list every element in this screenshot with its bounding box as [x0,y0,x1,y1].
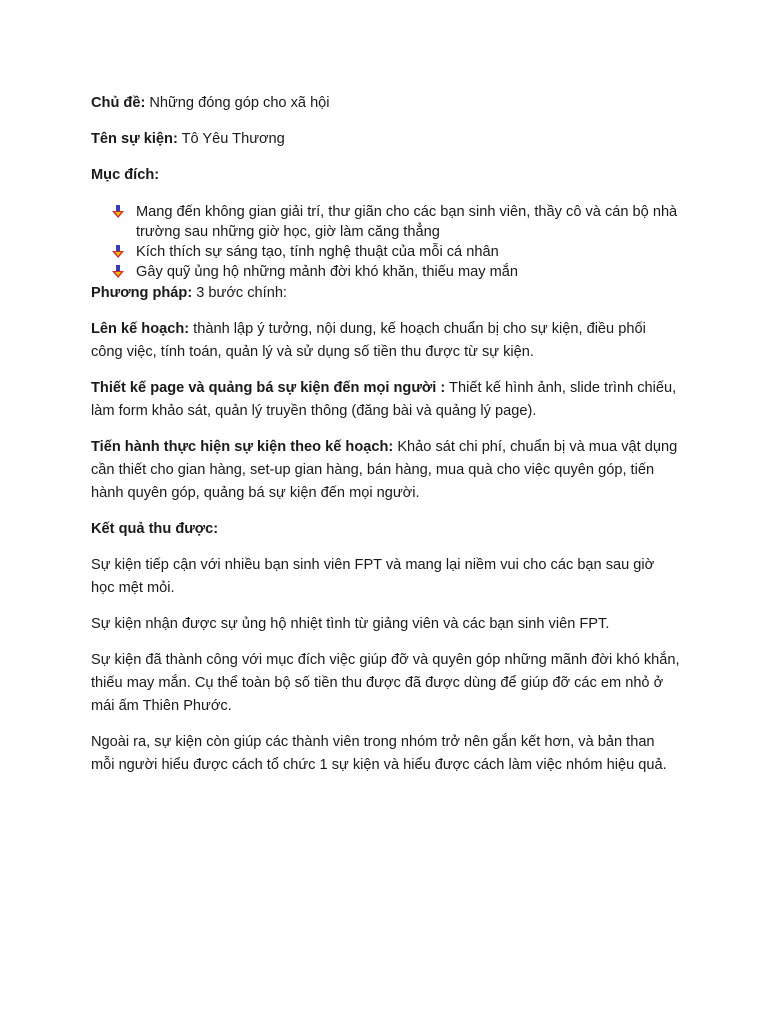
result-paragraph: Ngoài ra, sự kiện còn giúp các thành viên trong nhóm trở nên gắn kết hơn, và bản than mỗi người hiểu được cách tổ chức 1 sự kiện và hiểu được cách làm việc nhóm hiệu quả. [91,734,667,773]
step-plan [91,318,681,364]
step-design-label: Thiết kế page và quảng bá sự kiện đến mọi người : [91,380,446,396]
step-execute [91,436,681,505]
purpose-item-text: Gây quỹ ủng hộ những mảnh đời khó khăn, thiếu may mắn [136,264,518,280]
arrow-down-bullet-icon [112,205,124,219]
topic-value: Những đóng góp cho xã hội [145,95,330,111]
step-plan-label: Lên kế hoạch: [91,321,190,337]
result-paragraph: Sự kiện đã thành công với mục đích việc giúp đỡ và quyên góp những mãnh đời khó khắn, thiếu may mắn. Cụ thể toàn bộ số tiền thu được đã được dùng để giúp đỡ các em nhỏ ở mái ấm Thiên Phước. [91,652,680,714]
results-heading [91,518,681,541]
topic-line [91,92,681,115]
method-line [91,282,681,305]
result-paragraph: Sự kiện nhận được sự ủng hộ nhiệt tình từ giảng viên và các bạn sinh viên FPT. [91,616,610,632]
method-value: 3 bước chính: [192,285,287,301]
purpose-item-text: Kích thích sự sáng tạo, tính nghệ thuật của mỗi cá nhân [136,244,499,260]
arrow-down-bullet-icon [112,245,124,259]
event-name-value: Tô Yêu Thương [177,131,285,147]
purpose-item-text: Mang đến không gian giải trí, thư giãn cho các bạn sinh viên, thầy cô và cán bộ nhà trường sau những giờ học, giờ làm căng thẳng [136,204,678,240]
result-paragraph: Sự kiện tiếp cận với nhiều bạn sinh viên FPT và mang lại niềm vui cho các bạn sau giờ học mệt mỏi. [91,557,655,596]
document-body [91,92,681,790]
purpose-heading [91,164,681,187]
list-item [91,242,681,262]
topic-label: Chủ đề: [91,95,146,111]
list-item [91,262,681,282]
method-label: Phương pháp: [91,285,193,301]
event-name-line [91,128,681,151]
results-label: Kết quả thu được: [91,521,219,537]
step-design-text: Thiết kế hình ảnh, slide trình chiếu, làm form khảo sát, quản lý truyền thông (đăng bài và quảng lý page). [91,380,677,419]
step-plan-text: thành lập ý tưởng, nội dung, kế hoạch chuẩn bị cho sự kiện, điều phối công việc, tính toán, quản lý và sử dụng số tiền thu được từ sự kiện. [91,321,646,360]
step-execute-label: Tiến hành thực hiện sự kiện theo kế hoạch: [91,439,394,455]
arrow-down-bullet-icon [112,265,124,279]
purpose-label: Mục đích: [91,167,160,183]
purpose-list [91,202,681,282]
step-execute-text: Khảo sát chi phí, chuẩn bị và mua vật dụng cần thiết cho gian hàng, set-up gian hàng, bán hàng, mua quà cho việc quyên góp, tiến hành quyên góp, quảng bá sự kiện đến mọi người. [91,439,678,501]
list-item [91,202,681,242]
step-design [91,377,681,423]
event-name-label: Tên sự kiện: [91,131,178,147]
